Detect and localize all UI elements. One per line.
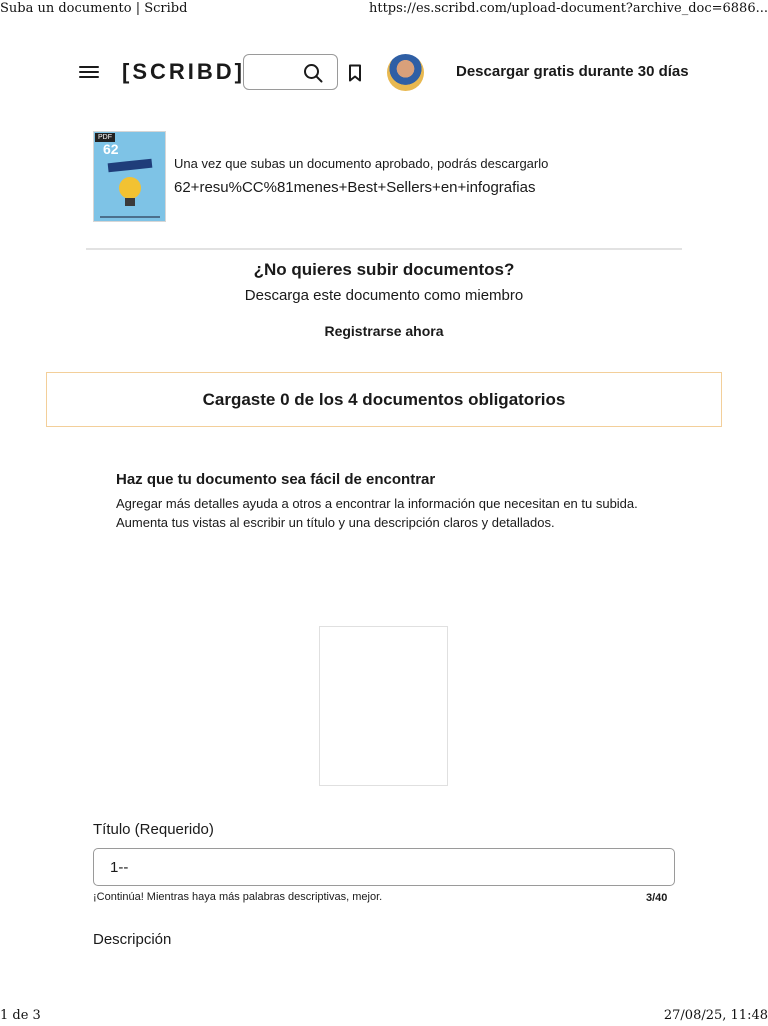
document-download-note: Una vez que subas un documento aprobado, podrás descargarlo: [174, 156, 549, 171]
print-footer: [0, 1008, 768, 1026]
divider: [86, 248, 682, 250]
avatar[interactable]: [387, 54, 424, 91]
pdf-badge: PDF: [95, 133, 115, 142]
bookmark-icon[interactable]: [348, 64, 362, 82]
upload-progress-text: Cargaste 0 de los 4 documentos obligatorios: [202, 389, 566, 409]
findable-description: [116, 494, 676, 532]
menu-icon[interactable]: [79, 66, 99, 80]
print-url: https://es.scribd.com/upload-document?archive_doc=6886...: [368, 1, 768, 16]
upload-progress-banner: [46, 372, 722, 427]
findable-line-1: Agregar más detalles ayuda a otros a encontrar la información que necesitan en tu subida.: [116, 496, 638, 511]
download-free-link[interactable]: Descargar gratis durante 30 días: [456, 63, 689, 80]
register-now-link[interactable]: Registrarse ahora: [324, 323, 444, 339]
print-timestamp: 27/08/25, 11:48: [663, 1008, 768, 1023]
cover-band: [108, 159, 153, 173]
title-field-label: Título (Requerido): [93, 821, 214, 838]
findable-line-2: Aumenta tus vistas al escribir un título y una descripción claros y detallados.: [116, 515, 555, 530]
search-icon[interactable]: [303, 63, 323, 83]
title-helper-text: ¡Continúa! Mientras haya más palabras descriptivas, mejor.: [93, 891, 383, 903]
document-title: 62+resu%CC%81menes+Best+Sellers+en+infografias: [174, 179, 536, 196]
print-page-number: 1 de 3: [0, 1008, 41, 1023]
cover-number: 62: [103, 141, 119, 157]
cover-bulb-base: [125, 198, 135, 206]
print-header: [0, 1, 768, 19]
print-page-title: Suba un documento | Scribd: [0, 1, 188, 16]
lightbulb-icon: [119, 177, 141, 199]
title-field[interactable]: [93, 848, 675, 886]
document-thumbnail: [93, 131, 166, 222]
findable-heading: Haz que tu documento sea fácil de encontrar: [116, 471, 436, 488]
document-preview: [319, 626, 448, 786]
scribd-logo[interactable]: [SCRIBD]: [122, 59, 245, 84]
description-field-label: Descripción: [93, 931, 172, 948]
search-input[interactable]: [243, 54, 338, 90]
title-character-counter: 3/40: [646, 892, 668, 904]
cover-footer-line: [100, 216, 160, 218]
member-download-text: Descarga este documento como miembro: [244, 287, 524, 304]
no-upload-heading: ¿No quieres subir documentos?: [253, 260, 515, 279]
